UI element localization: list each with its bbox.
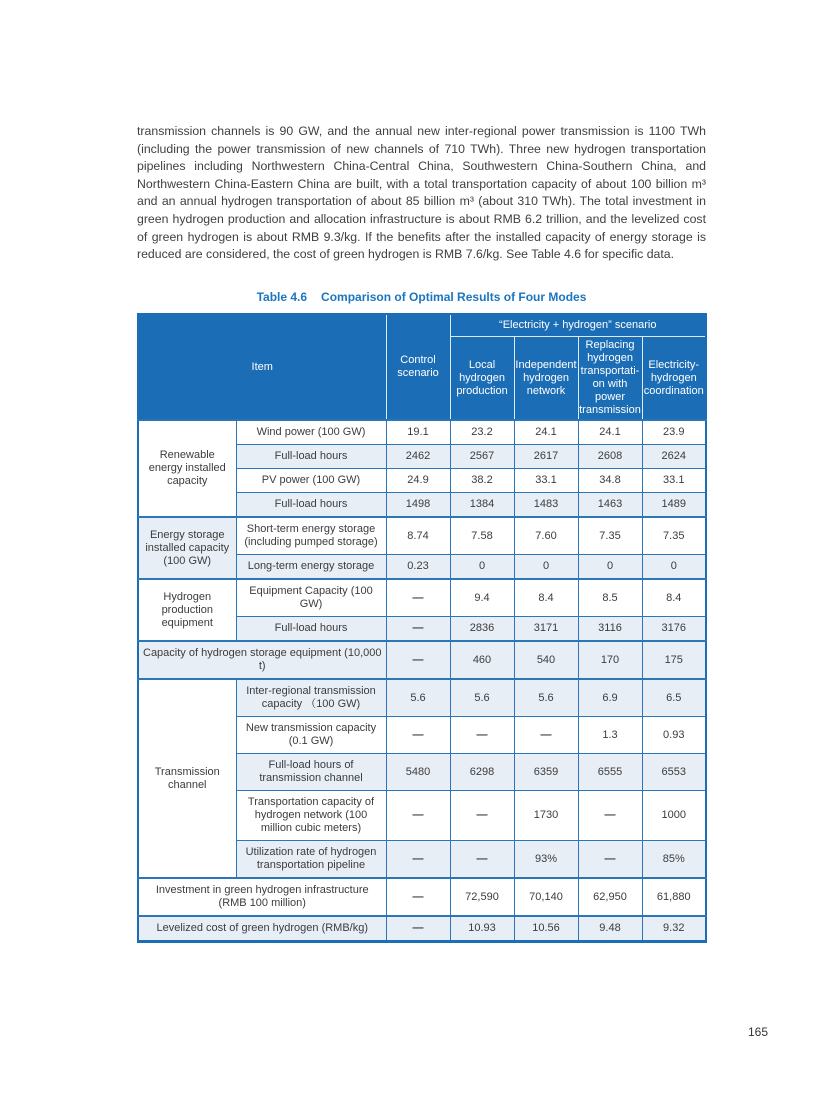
value-cell: 9.4: [450, 579, 514, 617]
value-cell: 6.5: [642, 679, 706, 717]
value-cell: —: [578, 791, 642, 841]
value-cell: 5.6: [514, 679, 578, 717]
header-scenario-group: “Electricity + hydrogen” scenario: [450, 314, 706, 337]
value-cell: 1489: [642, 493, 706, 518]
group-cell: Transmission channel: [138, 679, 236, 878]
item-cell: Investment in green hydrogen infrastructure (RMB 100 million): [138, 878, 386, 916]
value-cell: 6359: [514, 754, 578, 791]
value-cell: 175: [642, 641, 706, 679]
table-row: [138, 878, 706, 916]
value-cell: —: [386, 916, 450, 942]
item-cell: New transmission capacity (0.1 GW): [236, 717, 386, 754]
item-cell: Short-term energy storage (including pumped storage): [236, 517, 386, 555]
item-cell: Full-load hours: [236, 493, 386, 518]
item-cell: Wind power (100 GW): [236, 420, 386, 445]
table-caption: [137, 290, 706, 304]
value-cell: 24.9: [386, 469, 450, 493]
value-cell: 33.1: [642, 469, 706, 493]
header-independent-hydrogen-network: Independent hydrogen network: [514, 337, 578, 421]
page-number: 165: [747, 1025, 768, 1039]
value-cell: 23.9: [642, 420, 706, 445]
item-cell: Full-load hours of transmission channel: [236, 754, 386, 791]
header-item: Item: [138, 314, 386, 421]
value-cell: 1463: [578, 493, 642, 518]
table-body: [138, 420, 706, 942]
value-cell: 6.9: [578, 679, 642, 717]
body-paragraph: transmission channels is 90 GW, and the annual new inter-regional power transmission is 1100 TWh (including the power transmission of new channels of 710 TWh). Three new hydrogen transportation pipelines including Northwestern China-Central China, Southwestern China-Southern China, and Northwestern China-Eastern China are built, with a total transportation capacity of about 100 billion m³ and an annual hydrogen transportation of about 85 billion m³ (about 310 TWh). The total investment in green hydrogen production and allocation infrastructure is about RMB 6.2 trillion, and the levelized cost of green hydrogen is about RMB 9.3/kg. If the benefits after the installed capacity of energy storage is reduced are considered, the cost of green hydrogen is RMB 7.6/kg. See Table 4.6 for specific data.: [137, 124, 706, 262]
header-control-scenario: Control scenario: [386, 314, 450, 421]
item-cell: Full-load hours: [236, 445, 386, 469]
value-cell: —: [450, 841, 514, 879]
table-header: [138, 314, 706, 421]
item-cell: Utilization rate of hydrogen transportation pipeline: [236, 841, 386, 879]
value-cell: 170: [578, 641, 642, 679]
item-cell: Full-load hours: [236, 617, 386, 642]
value-cell: 1483: [514, 493, 578, 518]
table-row: [138, 579, 706, 617]
value-cell: 6553: [642, 754, 706, 791]
item-cell: PV power (100 GW): [236, 469, 386, 493]
value-cell: 0: [514, 555, 578, 580]
value-cell: 7.35: [642, 517, 706, 555]
value-cell: 3176: [642, 617, 706, 642]
value-cell: 8.4: [642, 579, 706, 617]
value-cell: 460: [450, 641, 514, 679]
value-cell: —: [386, 617, 450, 642]
header-replacing-hydrogen-transportation: Replacing hydrogen transportati-on with power transmission: [578, 337, 642, 421]
value-cell: —: [514, 717, 578, 754]
value-cell: —: [386, 791, 450, 841]
value-cell: —: [386, 641, 450, 679]
value-cell: 7.58: [450, 517, 514, 555]
item-cell: Long-term energy storage: [236, 555, 386, 580]
value-cell: 72,590: [450, 878, 514, 916]
value-cell: 6298: [450, 754, 514, 791]
value-cell: 85%: [642, 841, 706, 879]
value-cell: 3171: [514, 617, 578, 642]
table-row: [138, 420, 706, 445]
item-cell: Inter-regional transmission capacity （100 GW): [236, 679, 386, 717]
header-local-hydrogen-production: Local hydrogen production: [450, 337, 514, 421]
value-cell: 38.2: [450, 469, 514, 493]
item-cell: Transportation capacity of hydrogen network (100 million cubic meters): [236, 791, 386, 841]
table-row: [138, 916, 706, 942]
value-cell: 0: [578, 555, 642, 580]
value-cell: 8.5: [578, 579, 642, 617]
value-cell: 24.1: [514, 420, 578, 445]
table-caption-title: Comparison of Optimal Results of Four Modes: [321, 289, 587, 304]
value-cell: 0: [450, 555, 514, 580]
value-cell: 23.2: [450, 420, 514, 445]
value-cell: 62,950: [578, 878, 642, 916]
item-cell: Capacity of hydrogen storage equipment (10,000 t): [138, 641, 386, 679]
value-cell: 2624: [642, 445, 706, 469]
value-cell: 0.93: [642, 717, 706, 754]
value-cell: 0.23: [386, 555, 450, 580]
table-row: [138, 517, 706, 555]
value-cell: 9.32: [642, 916, 706, 942]
value-cell: 6555: [578, 754, 642, 791]
value-cell: 7.35: [578, 517, 642, 555]
value-cell: 8.4: [514, 579, 578, 617]
group-cell: Energy storage installed capacity (100 GW): [138, 517, 236, 579]
value-cell: 1498: [386, 493, 450, 518]
value-cell: 2836: [450, 617, 514, 642]
value-cell: 540: [514, 641, 578, 679]
value-cell: 0: [642, 555, 706, 580]
table-row: [138, 641, 706, 679]
table-caption-label: Table 4.6: [256, 289, 308, 304]
comparison-table: [137, 313, 707, 944]
value-cell: —: [578, 841, 642, 879]
value-cell: —: [450, 717, 514, 754]
value-cell: 70,140: [514, 878, 578, 916]
value-cell: 93%: [514, 841, 578, 879]
value-cell: 9.48: [578, 916, 642, 942]
value-cell: 3116: [578, 617, 642, 642]
value-cell: 1000: [642, 791, 706, 841]
group-cell: Hydrogen production equipment: [138, 579, 236, 641]
value-cell: 2617: [514, 445, 578, 469]
value-cell: 5480: [386, 754, 450, 791]
value-cell: 10.93: [450, 916, 514, 942]
value-cell: 5.6: [450, 679, 514, 717]
header-row-top: [138, 314, 706, 337]
value-cell: 5.6: [386, 679, 450, 717]
header-electricity-hydrogen-coordination: Electricity-hydrogen coordination: [642, 337, 706, 421]
value-cell: 2608: [578, 445, 642, 469]
value-cell: —: [386, 579, 450, 617]
value-cell: —: [386, 878, 450, 916]
value-cell: —: [386, 717, 450, 754]
value-cell: 34.8: [578, 469, 642, 493]
value-cell: 10.56: [514, 916, 578, 942]
value-cell: 61,880: [642, 878, 706, 916]
value-cell: 2567: [450, 445, 514, 469]
value-cell: 7.60: [514, 517, 578, 555]
value-cell: 19.1: [386, 420, 450, 445]
value-cell: 8.74: [386, 517, 450, 555]
value-cell: —: [450, 791, 514, 841]
item-cell: Levelized cost of green hydrogen (RMB/kg): [138, 916, 386, 942]
value-cell: 2462: [386, 445, 450, 469]
value-cell: 33.1: [514, 469, 578, 493]
table-row: [138, 679, 706, 717]
value-cell: 1730: [514, 791, 578, 841]
value-cell: 24.1: [578, 420, 642, 445]
value-cell: 1384: [450, 493, 514, 518]
group-cell: Renewable energy installed capacity: [138, 420, 236, 517]
value-cell: 1.3: [578, 717, 642, 754]
value-cell: —: [386, 841, 450, 879]
item-cell: Equipment Capacity (100 GW): [236, 579, 386, 617]
